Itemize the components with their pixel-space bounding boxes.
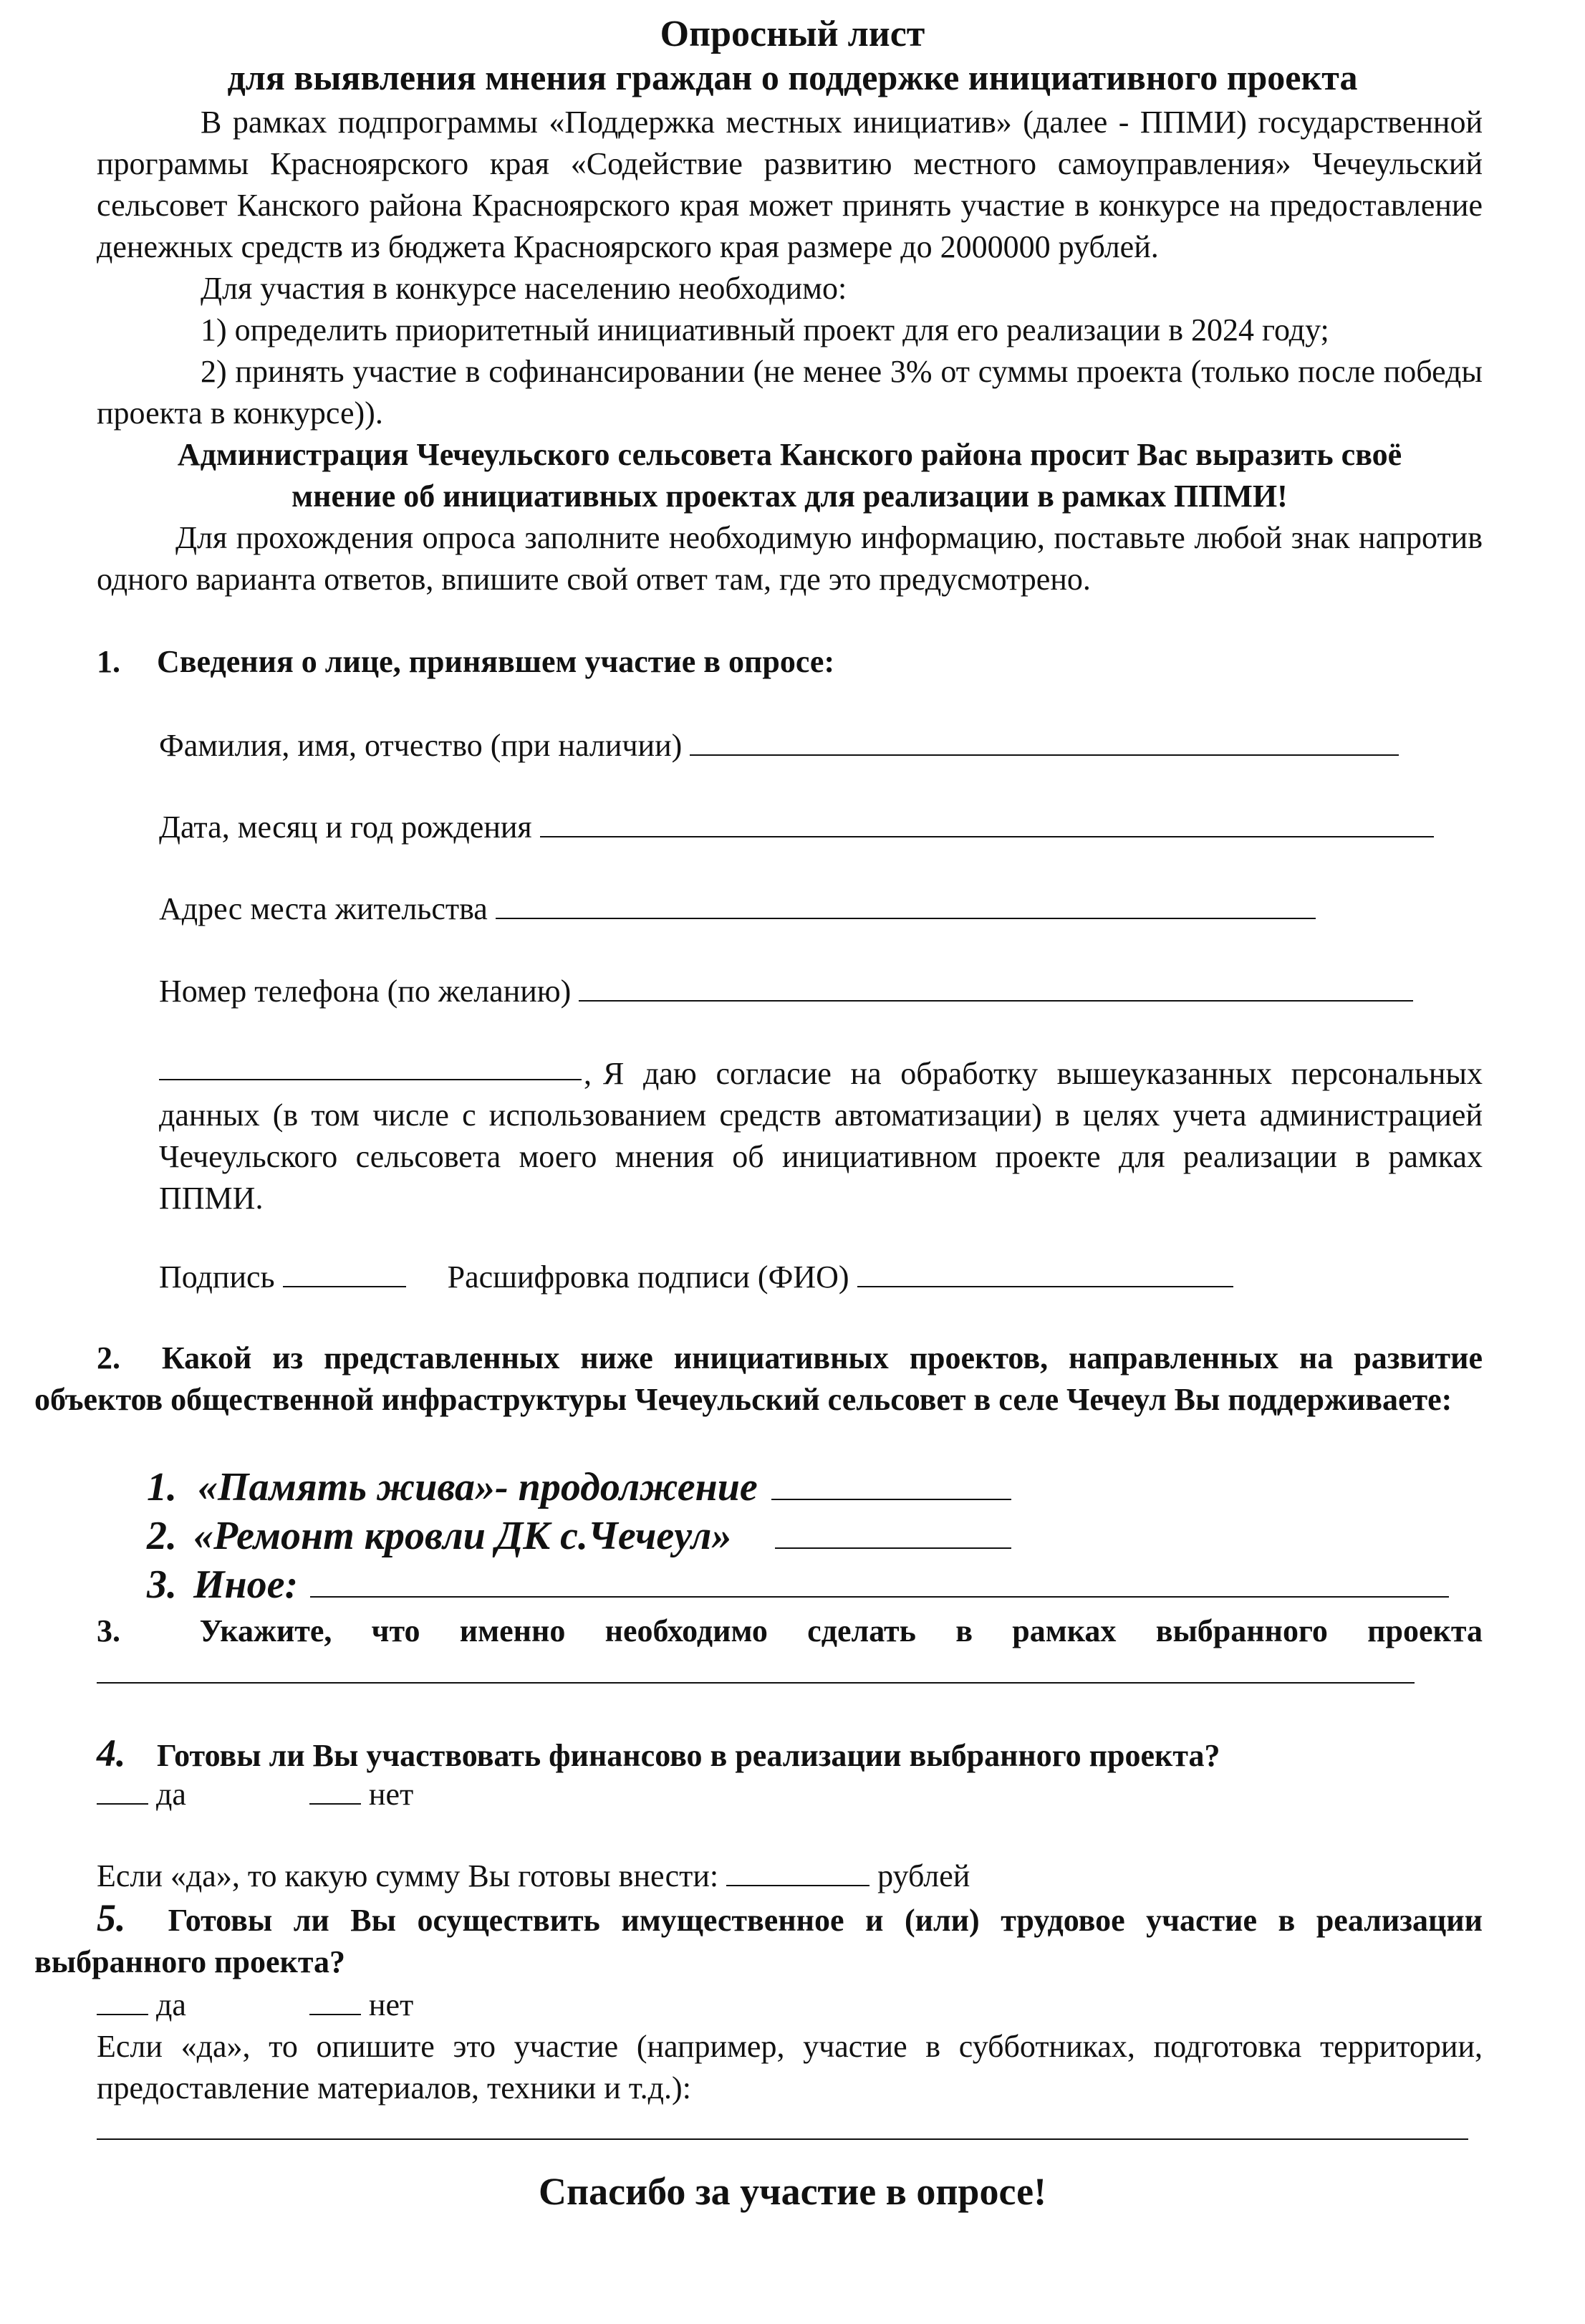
section4-text: Готовы ли Вы участвовать финансово в реализации выбранного проекта? xyxy=(157,1738,1220,1773)
intro-requirement-1: 1) определить приоритетный инициативный проект для его реализации в 2024 году; xyxy=(201,312,1329,347)
section2-question xyxy=(34,1338,1483,1421)
section5-no-label: нет xyxy=(368,1987,414,2022)
option-2-label: «Ремонт кровли ДК с.Чечеул» xyxy=(193,1514,732,1558)
section5-text: Готовы ли Вы осуществить имущественное и (или) трудовое участие в реализации выбранного проекта? xyxy=(34,1903,1483,1979)
signature-decode-label: Расшифровка подписи (ФИО) xyxy=(447,1259,849,1295)
option-1-label: «Память жива»- продолжение xyxy=(198,1465,758,1509)
phone-input-line[interactable] xyxy=(579,971,1413,1002)
field-birth-label: Дата, месяц и год рождения xyxy=(159,810,532,845)
section5-number: 5. xyxy=(97,1896,126,1939)
section1-number: 1. xyxy=(97,644,120,679)
section2-number: 2. xyxy=(97,1340,120,1375)
project-option-2[interactable] xyxy=(147,1512,1011,1560)
project-option-1[interactable] xyxy=(147,1463,1011,1512)
intro-block xyxy=(97,102,1483,600)
section5-describe-text: Если «да», то опишите это участие (например, участие в субботниках, подготовка территории, предоставление материалов, техники и т.д.): xyxy=(97,2029,1483,2105)
intro-instructions: Для прохождения опроса заполните необходимую информацию, поставьте любой знак напротив одного варианта ответов, впишите свой ответ там, где это предусмотрено. xyxy=(97,520,1483,597)
section1-title: Сведения о лице, принявшем участие в опросе: xyxy=(157,644,835,679)
section3-number: 3. xyxy=(97,1613,120,1648)
option-3-input-line[interactable] xyxy=(310,1567,1449,1598)
section3-text: Укажите, что именно необходимо сделать в рамках выбранного проекта xyxy=(199,1613,1483,1648)
option-3-number: 3. xyxy=(147,1562,177,1607)
section5-question xyxy=(34,1897,1483,1983)
section4-no-label: нет xyxy=(368,1777,414,1812)
birth-input-line[interactable] xyxy=(540,807,1434,837)
section4-answers xyxy=(97,1774,413,1815)
field-phone-label: Номер телефона (по желанию) xyxy=(159,974,572,1009)
intro-appeal: Администрация Чечеульского сельсовета Канского района просит Вас выразить своё мнение об инициативных проектах для реализации в рамках ППМИ! xyxy=(177,437,1402,514)
section4-yes-mark[interactable] xyxy=(97,1775,148,1805)
section3-question xyxy=(97,1610,1483,1652)
consent-text: Я даю согласие на обработку вышеуказанных персональных данных (в том числе с использованием средств автоматизации) в целях учета администрацией Чечеульского сельсовета моего мнения об инициативном проекте для реализации в рамках ППМИ. xyxy=(159,1056,1483,1216)
option-2-number: 2. xyxy=(147,1514,177,1558)
amount-suffix: рублей xyxy=(877,1858,970,1893)
section4-yes-label: да xyxy=(156,1777,186,1812)
field-phone xyxy=(159,971,1413,1012)
section4-question xyxy=(97,1732,1220,1777)
section1-heading xyxy=(97,641,834,683)
intro-requirements: Для участия в конкурсе населению необходимо: xyxy=(201,271,847,306)
option-1-number: 1. xyxy=(147,1465,177,1509)
field-address-label: Адрес места жительства xyxy=(159,891,488,926)
consent-block xyxy=(159,1053,1483,1219)
section5-yes-label: да xyxy=(156,1987,186,2022)
consent-comma: , xyxy=(584,1056,592,1091)
name-input-line[interactable] xyxy=(690,726,1399,756)
section5-answers xyxy=(97,1984,413,2026)
signature-decode-input-line[interactable] xyxy=(857,1257,1233,1287)
signature-label: Подпись xyxy=(159,1259,275,1295)
field-address xyxy=(159,888,1316,930)
amount-input-line[interactable] xyxy=(726,1856,869,1886)
section3-input-line[interactable] xyxy=(97,1682,1415,1684)
thanks-message: Спасибо за участие в опросе! xyxy=(538,2170,1047,2213)
document-title: Опросный лист xyxy=(660,14,925,54)
section5-input-line[interactable] xyxy=(97,2138,1468,2140)
section4-number: 4. xyxy=(97,1732,126,1775)
section5-yes-mark[interactable] xyxy=(97,1985,148,2015)
field-name-label: Фамилия, имя, отчество (при наличии) xyxy=(159,728,683,763)
intro-requirement-2: 2) принять участие в софинансировании (не менее 3% от суммы проекта (только после победы проекта в конкурсе)). xyxy=(97,354,1483,431)
project-option-3[interactable] xyxy=(147,1560,1449,1609)
document-subtitle: для выявления мнения граждан о поддержке инициативного проекта xyxy=(227,57,1358,97)
option-3-label: Иное: xyxy=(193,1562,299,1607)
signature-row xyxy=(159,1257,1233,1298)
section5-no-mark[interactable] xyxy=(309,1985,361,2015)
intro-paragraph: В рамках подпрограммы «Поддержка местных инициатив» (далее - ППМИ) государственной программы Красноярского края «Содействие развитию местного самоуправления» Чечеульский сельсовет Канского района Красноярского края может принять участие в конкурсе на предоставление денежных средств из бюджета Красноярского края размере до 2000000 рублей. xyxy=(97,105,1483,264)
section2-text: Какой из представленных ниже инициативных проектов, направленных на развитие объектов общественной инфраструктуры Чечеульский сельсовет в селе Чечеул Вы поддерживаете: xyxy=(34,1340,1483,1417)
field-birth xyxy=(159,807,1434,848)
option-2-mark-line[interactable] xyxy=(775,1519,1011,1549)
field-name xyxy=(159,725,1399,767)
signature-input-line[interactable] xyxy=(283,1257,406,1287)
section5-describe xyxy=(97,2026,1483,2109)
option-1-mark-line[interactable] xyxy=(771,1470,1011,1500)
section4-amount xyxy=(97,1855,970,1897)
section4-no-mark[interactable] xyxy=(309,1775,361,1805)
amount-prefix: Если «да», то какую сумму Вы готовы внести: xyxy=(97,1858,719,1893)
address-input-line[interactable] xyxy=(496,889,1316,919)
